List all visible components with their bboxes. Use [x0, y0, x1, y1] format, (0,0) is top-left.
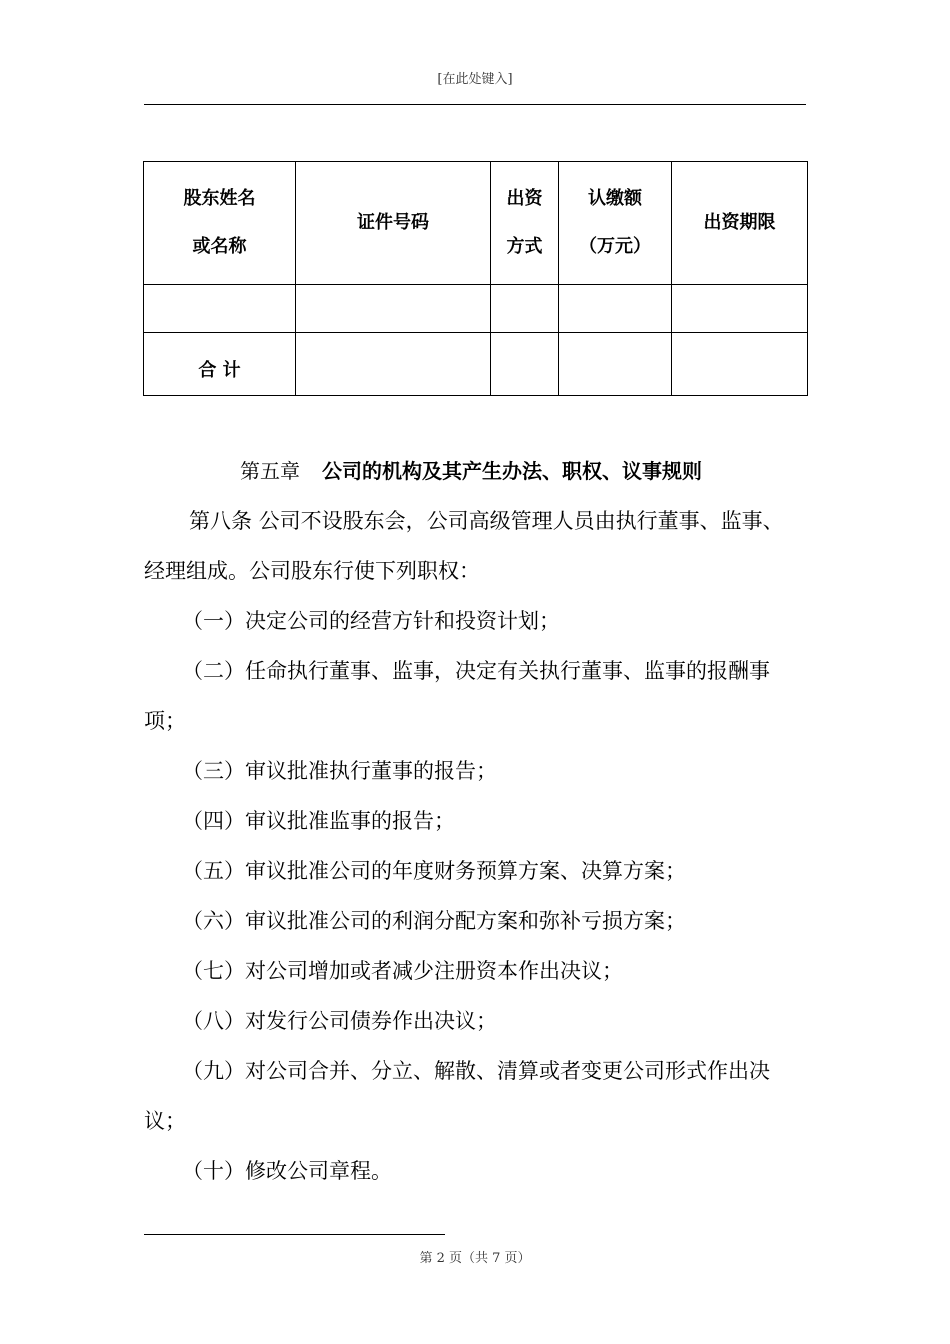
table-cell [672, 285, 808, 333]
table-cell [491, 333, 559, 396]
list-item: （五）审议批准公司的年度财务预算方案、决算方案； [182, 859, 686, 883]
table-cell [672, 333, 808, 396]
header-contribution-method [491, 162, 559, 285]
total-label: 合 计 [144, 333, 296, 396]
list-item: （六）审议批准公司的利润分配方案和弥补亏损方案； [182, 909, 686, 933]
footer-rule [144, 1234, 445, 1235]
table-cell [296, 285, 491, 333]
table-cell [144, 285, 296, 333]
header-id-number [296, 162, 491, 285]
header-method-line2: 方式 [506, 236, 543, 257]
list-item: （七）对公司增加或者减少注册资本作出决议； [182, 959, 623, 983]
header-method-line1: 出资 [506, 188, 543, 209]
list-item: （一）决定公司的经营方针和投资计划； [182, 609, 560, 633]
table-cell [559, 285, 672, 333]
shareholder-table [143, 161, 808, 396]
article-8-line2: 经理组成。公司股东行使下列职权： [144, 559, 480, 583]
page-header: [在此处键入] [437, 72, 513, 87]
table-row [144, 285, 808, 333]
chapter-heading [240, 455, 702, 484]
list-item: 项； [144, 709, 186, 733]
article-8-line1: 第八条 公司不设股东会，公司高级管理人员由执行董事、监事、 [189, 509, 784, 533]
table-cell [296, 333, 491, 396]
header-shareholder-name [144, 162, 296, 285]
header-amount-line2: （万元） [579, 236, 651, 257]
table-cell [491, 285, 559, 333]
list-item: （三）审议批准执行董事的报告； [182, 759, 497, 783]
list-item: 议； [144, 1109, 186, 1133]
header-id-label: 证件号码 [357, 212, 429, 233]
chapter-number: 第五章 [240, 459, 300, 483]
header-subscribed-amount [559, 162, 672, 285]
header-name-line2: 或名称 [192, 236, 247, 257]
table-cell [559, 333, 672, 396]
chapter-title: 公司的机构及其产生办法、职权、议事规则 [322, 459, 702, 483]
table-header-row [144, 162, 808, 285]
header-amount-line1: 认缴额 [588, 188, 642, 209]
header-deadline-label: 出资期限 [703, 212, 776, 233]
header-rule [144, 104, 806, 105]
table-total-row [144, 333, 808, 396]
list-item: （四）审议批准监事的报告； [182, 809, 455, 833]
header-contribution-deadline [672, 162, 808, 285]
list-item: （九）对公司合并、分立、解散、清算或者变更公司形式作出决 [182, 1059, 770, 1083]
page-number: 第 2 页（共 7 页） [419, 1251, 531, 1266]
list-item: （二）任命执行董事、监事，决定有关执行董事、监事的报酬事 [182, 659, 770, 683]
header-name-line1: 股东姓名 [183, 188, 256, 209]
list-item: （八）对发行公司债券作出决议； [182, 1009, 497, 1033]
list-item: （十）修改公司章程。 [182, 1159, 392, 1183]
